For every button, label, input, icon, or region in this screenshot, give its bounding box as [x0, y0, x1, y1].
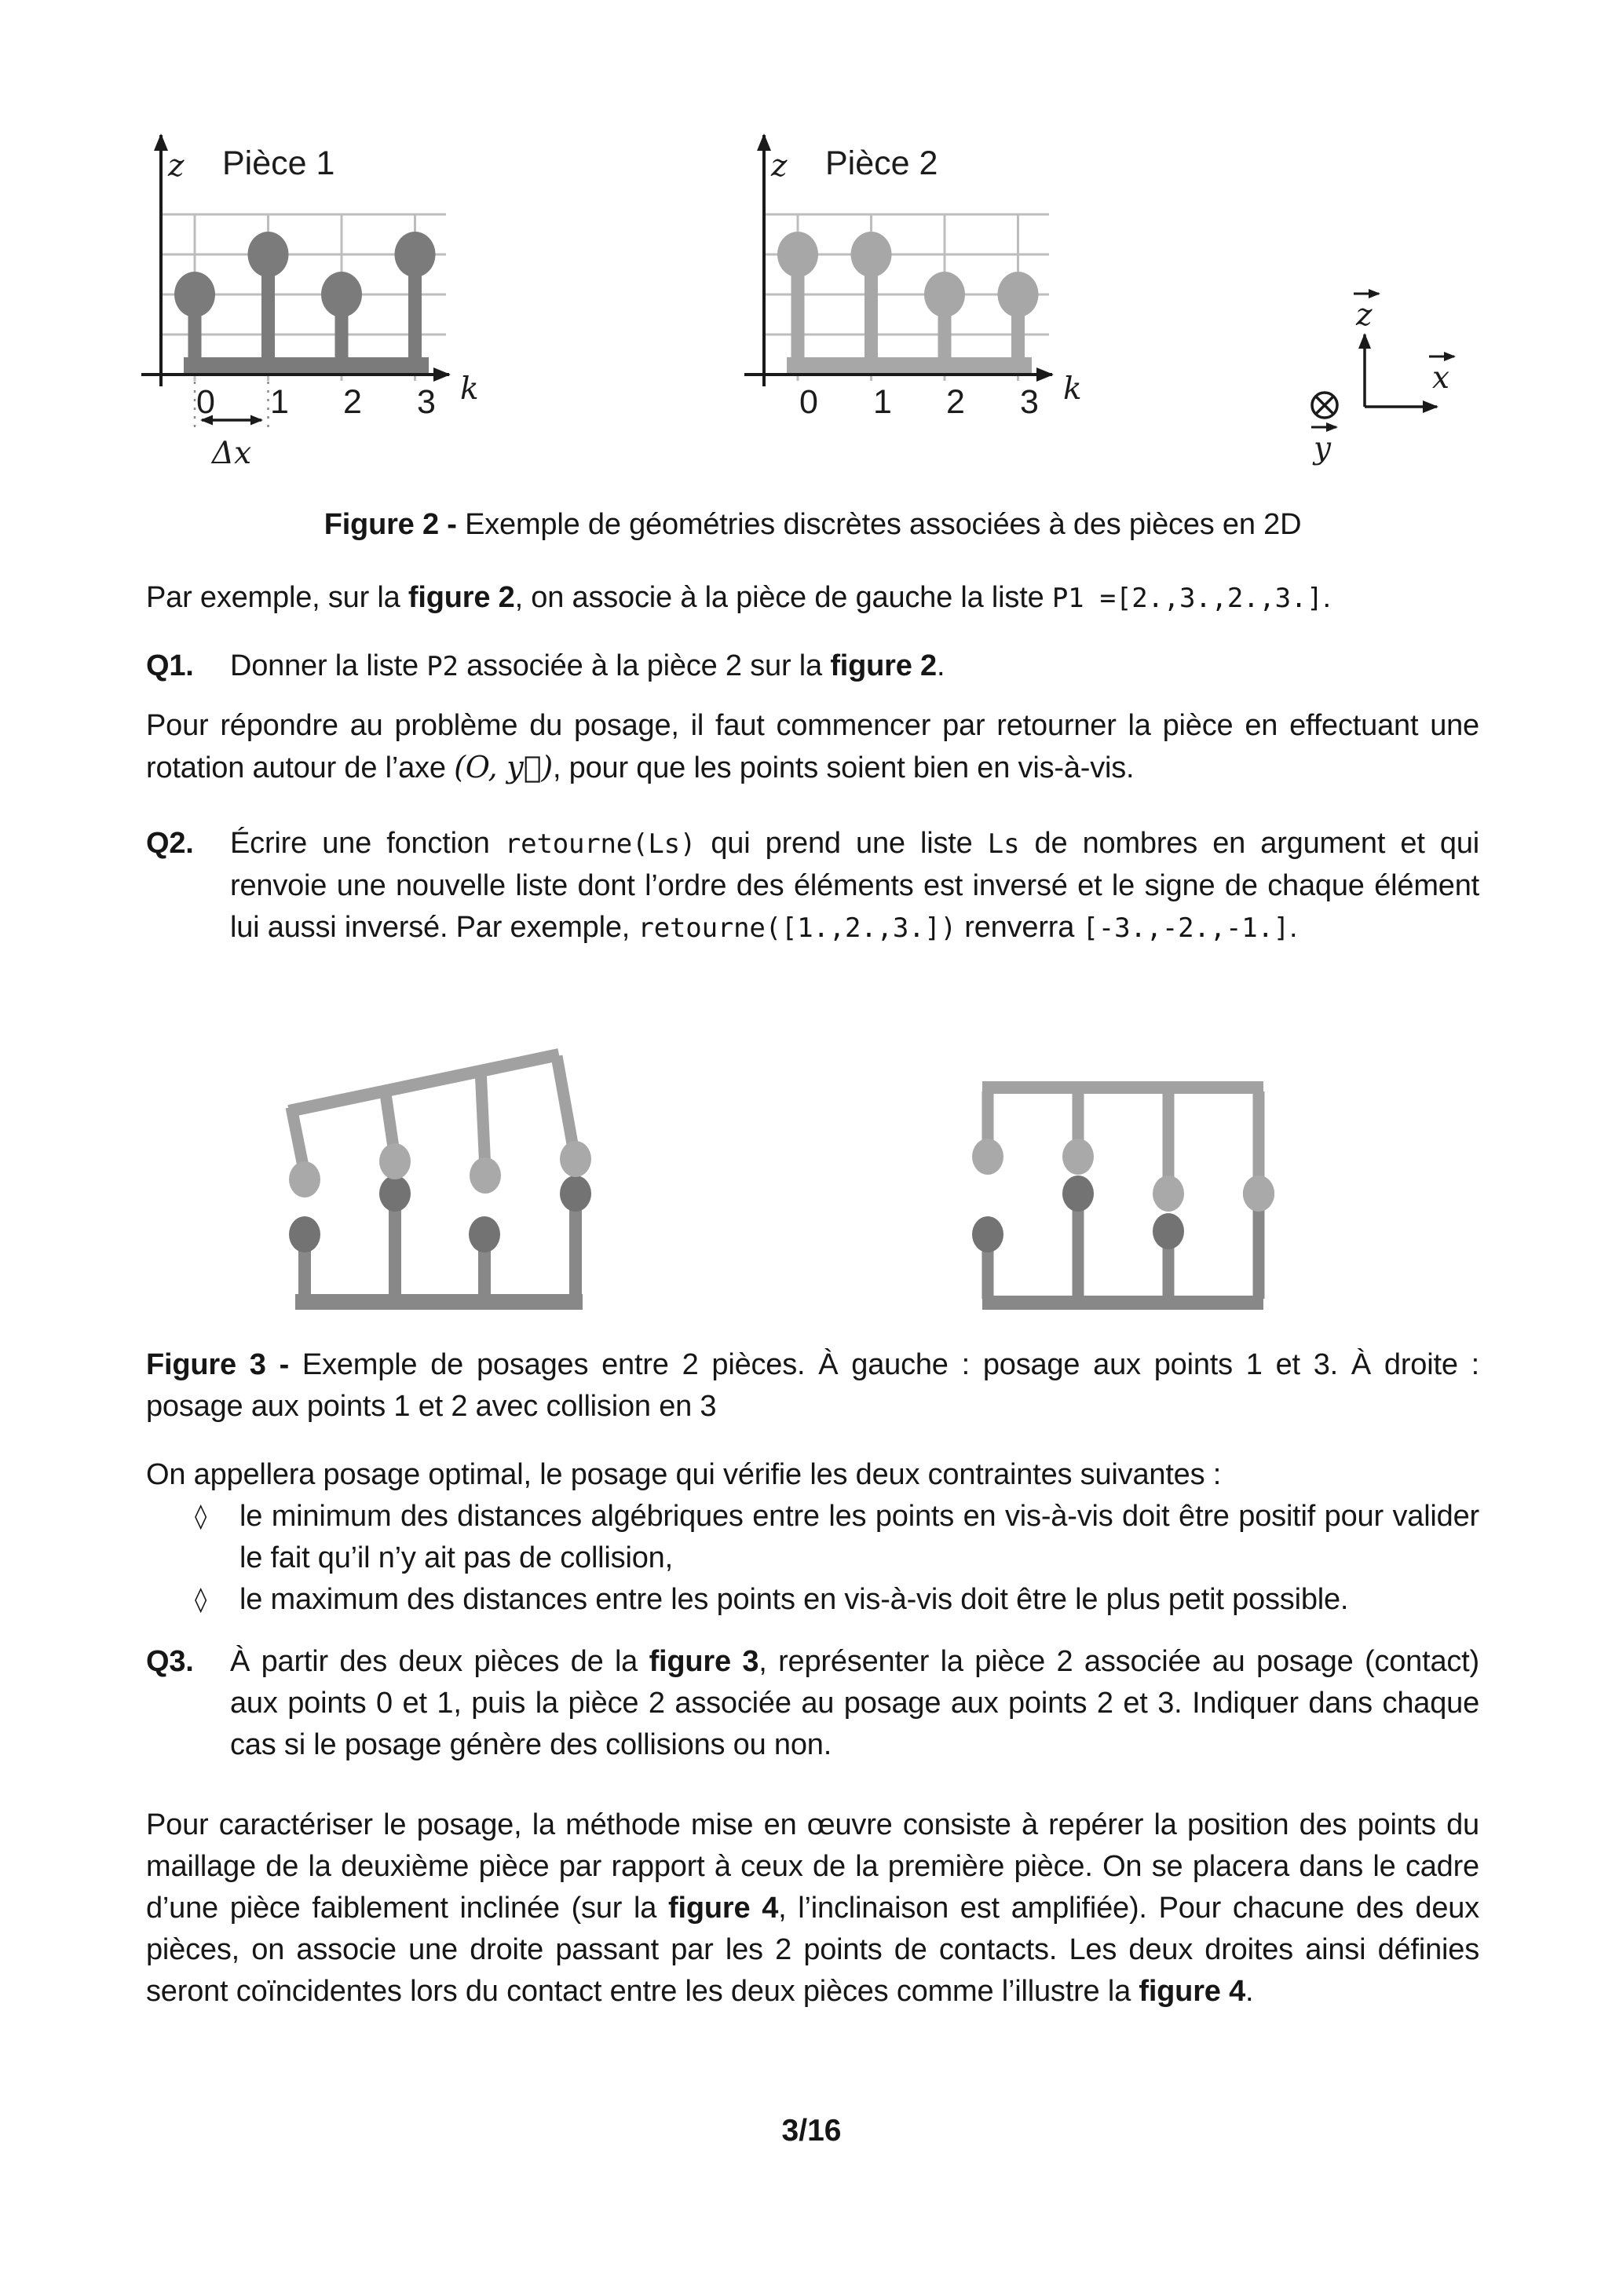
optimal-bullet-2 [146, 1579, 1479, 1621]
q2-label: Q2. [146, 827, 194, 860]
piece1-tick-1: 1 [270, 383, 289, 421]
piece1-diagram [94, 110, 660, 479]
fig3-left-piece1 [289, 1175, 591, 1310]
q3-body: À partir des deux pièces de la figure 3, représenter la pièce 2 associée au posage (contact) aux points 0 et 1, puis la pièce 2 associée au posage aux points 2 et 3. Indiquer dans chaque cas si le posage génère des collisions ou non. [230, 1645, 1479, 1761]
fig3-left-piece2 [289, 1055, 591, 1197]
coordinate-frame [1288, 259, 1539, 495]
piece2-tick-1: 1 [873, 383, 892, 421]
question-q1 [146, 645, 1479, 688]
diamond-bullet-icon: ◊ [195, 1502, 207, 1530]
svg-text:x: x [1432, 360, 1449, 396]
figure2-row [0, 110, 1623, 510]
piece2-tick-3: 3 [1020, 383, 1039, 421]
y-into-page-icon [1312, 393, 1337, 418]
figure3-row [0, 1021, 1623, 1343]
x-vector-label [1429, 356, 1454, 396]
frame-axes [1365, 335, 1437, 407]
question-q3 [146, 1641, 1479, 1766]
fig3-right-piece2 [972, 1081, 1274, 1212]
piece2-tick-2: 2 [946, 383, 965, 421]
fig3-right-piece1 [972, 1175, 1274, 1310]
piece1-shape [174, 232, 436, 375]
optimal-block [146, 1454, 1479, 1621]
figure3-left-posage [267, 1021, 612, 1335]
piece1-title: Pièce 1 [222, 144, 335, 182]
piece1-tick-0: 0 [196, 383, 215, 421]
figure3-caption: Figure 3 - Exemple de posages entre 2 pièces. À gauche : posage aux points 1 et 3. À droite : posage aux points 1 et 2 avec collision en 3 [146, 1348, 1479, 1423]
piece2-shape [777, 232, 1039, 375]
figure3-right-posage [954, 1021, 1299, 1335]
z-vector-label [1354, 294, 1379, 333]
svg-text:y: y [1314, 431, 1332, 466]
question-q2 [146, 823, 1479, 949]
q1-body: Donner la liste P2 associée à la pièce 2 sur la figure 2. [230, 649, 945, 682]
paragraph-example-p1: Par exemple, sur la figure 2, on associe à la pièce de gauche la liste P1 =[2.,3.,2.,3.]. [146, 581, 1331, 614]
q1-label: Q1. [146, 649, 194, 682]
piece2-title: Pièce 2 [825, 144, 938, 182]
figure2-caption: Figure 2 - Exemple de géométries discrètes associées à des pièces en 2D [324, 508, 1302, 541]
paragraph-caracteriser: Pour caractériser le posage, la méthode mise en œuvre consiste à repérer la position des points du maillage de la deuxième pièce par rapport à ceux de la première pièce. On se placera dans le cadre d’une pièce faiblement inclinée (sur la figure 4, l’inclinaison est amplifiée). Pour chacune des deux pièces, on associe une droite passant par les 2 points de contacts. Les deux droites ainsi définies seront coïncidentes lors du contact entre les deux pièces comme l’illustre la figure 4. [146, 1808, 1479, 2008]
diamond-bullet-icon: ◊ [195, 1585, 207, 1614]
svg-text:z: z [1356, 298, 1373, 333]
piece1-tick-2: 2 [343, 383, 362, 421]
optimal-bullet-2-text: le maximum des distances entre les points en vis-à-vis doit être le plus petit possible. [239, 1583, 1349, 1616]
piece2-diagram [697, 110, 1263, 479]
piece2-tick-0: 0 [799, 383, 818, 421]
optimal-bullet-1-text: le minimum des distances algébriques entre les points en vis-à-vis doit être positif pour valider le fait qu’il n’y ait pas de collision, [239, 1500, 1479, 1574]
q2-body: Écrire une fonction retourne(Ls) qui prend une liste Ls de nombres en argument et qui renvoie une nouvelle liste dont l’ordre des éléments est inversé et le signe de chaque élément lui aussi inversé. Par exemple, retourne([1.,2.,3.]) renverra [-3.,-2.,-1.]. [230, 827, 1480, 944]
paragraph-rotation: Pour répondre au problème du posage, il faut commencer par retourner la pièce en effectuant une rotation autour de l’axe (O, y⃗), pour que les points soient bien en vis-à-vis. [146, 709, 1479, 784]
dx-label: Δx [211, 436, 252, 471]
optimal-bullet-1 [146, 1496, 1479, 1579]
y-vector-label [1311, 427, 1336, 466]
piece1-k-axis-label: k [460, 371, 479, 407]
piece1-tick-3: 3 [417, 383, 436, 421]
piece2-k-axis-label: k [1063, 371, 1082, 407]
page-number: 3/16 [781, 2114, 842, 2148]
piece2-z-axis-label: z [771, 148, 788, 184]
optimal-intro: On appellera posage optimal, le posage qui vérifie les deux contraintes suivantes : [146, 1458, 1222, 1491]
piece1-z-axis-label: z [168, 148, 185, 184]
q3-label: Q3. [146, 1645, 194, 1678]
